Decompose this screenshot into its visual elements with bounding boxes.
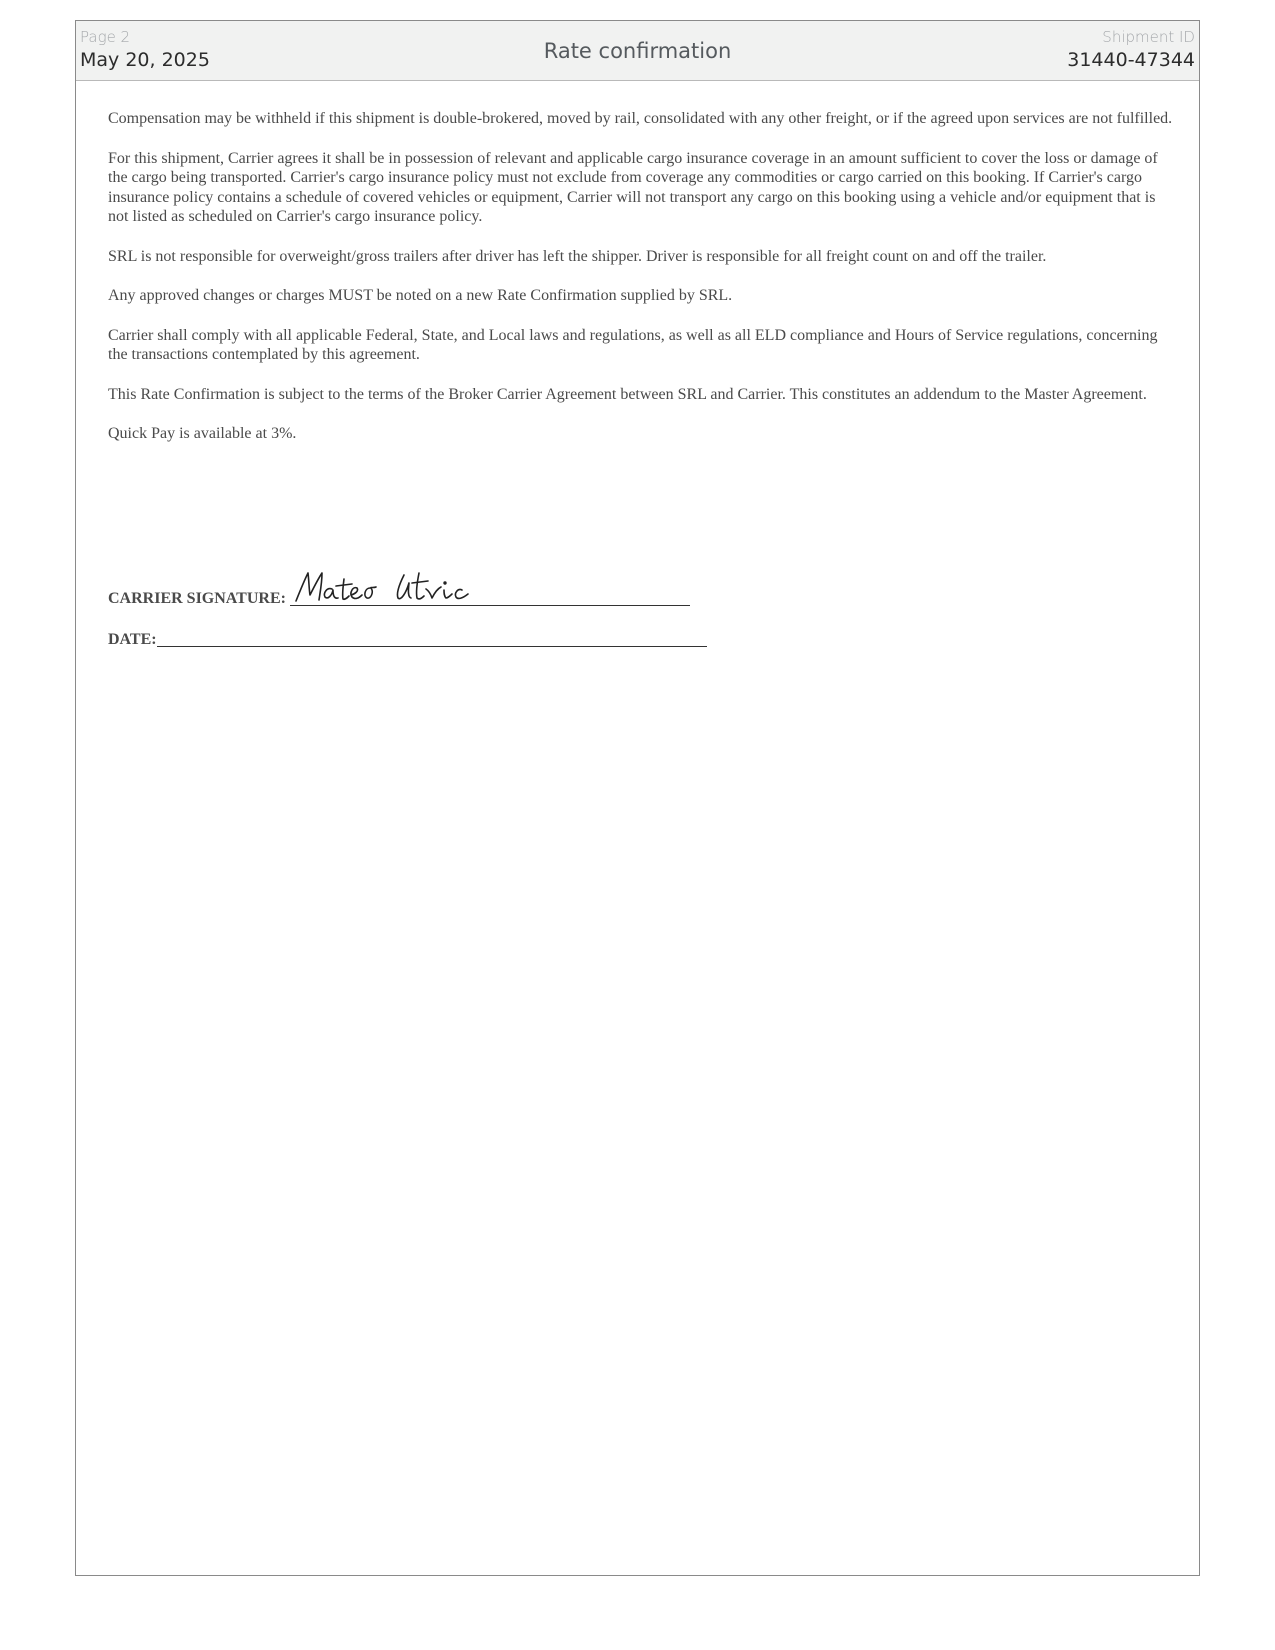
document-date: May 20, 2025: [80, 49, 210, 71]
terms-paragraph: Carrier shall comply with all applicable Federal, State, and Local laws and regulations, as well as all ELD compliance and Hours of Service regulations, concerning the transactions contemplated by this agreement.: [108, 326, 1158, 363]
signature-date-row: [108, 628, 707, 652]
date-line[interactable]: [157, 628, 707, 647]
carrier-signature-line[interactable]: [290, 587, 690, 606]
header-right: [1067, 29, 1195, 72]
shipment-id-label: Shipment ID: [1102, 28, 1195, 46]
document-page: [75, 20, 1200, 1576]
carrier-signature-row: [108, 587, 707, 611]
date-label: DATE:: [108, 631, 157, 648]
document-title: Rate confirmation: [543, 39, 732, 63]
shipment-id-value: 31440-47344: [1067, 49, 1195, 71]
terms-paragraph: This Rate Confirmation is subject to the terms of the Broker Carrier Agreement between SRL and Carrier. This constitutes an addendum to the Master Agreement.: [108, 385, 1147, 403]
page-header: [76, 21, 1199, 81]
handwritten-signature: [292, 567, 492, 607]
terms-body: [108, 109, 1178, 464]
terms-paragraph: Any approved changes or charges MUST be noted on a new Rate Confirmation supplied by SRL.: [108, 287, 733, 304]
carrier-signature-label: CARRIER SIGNATURE:: [108, 590, 286, 607]
terms-paragraph: Compensation may be withheld if this shipment is double-brokered, moved by rail, consolidated with any other freight, or if the agreed upon services are not fulfilled.: [108, 110, 1173, 127]
signature-block: [108, 587, 707, 652]
terms-paragraph: For this shipment, Carrier agrees it shall be in possession of relevant and applicable cargo insurance coverage in an amount sufficient to cover the loss or damage of the cargo being transported. Carrier's cargo insurance policy must not exclude from coverage any commodities or cargo carried on this booking. If Carrier's cargo insurance policy contains a schedule of covered vehicles or equipment, Carrier will not transport any cargo on this booking using a vehicle and/or equipment that is not listed as scheduled on Carrier's cargo insurance policy.: [108, 149, 1158, 225]
terms-paragraph: SRL is not responsible for overweight/gross trailers after driver has left the shipper. Driver is responsible for all freight count on and off the trailer.: [108, 247, 1047, 265]
page-number: Page 2: [80, 28, 131, 46]
terms-paragraph: Quick Pay is available at 3%.: [108, 425, 297, 442]
